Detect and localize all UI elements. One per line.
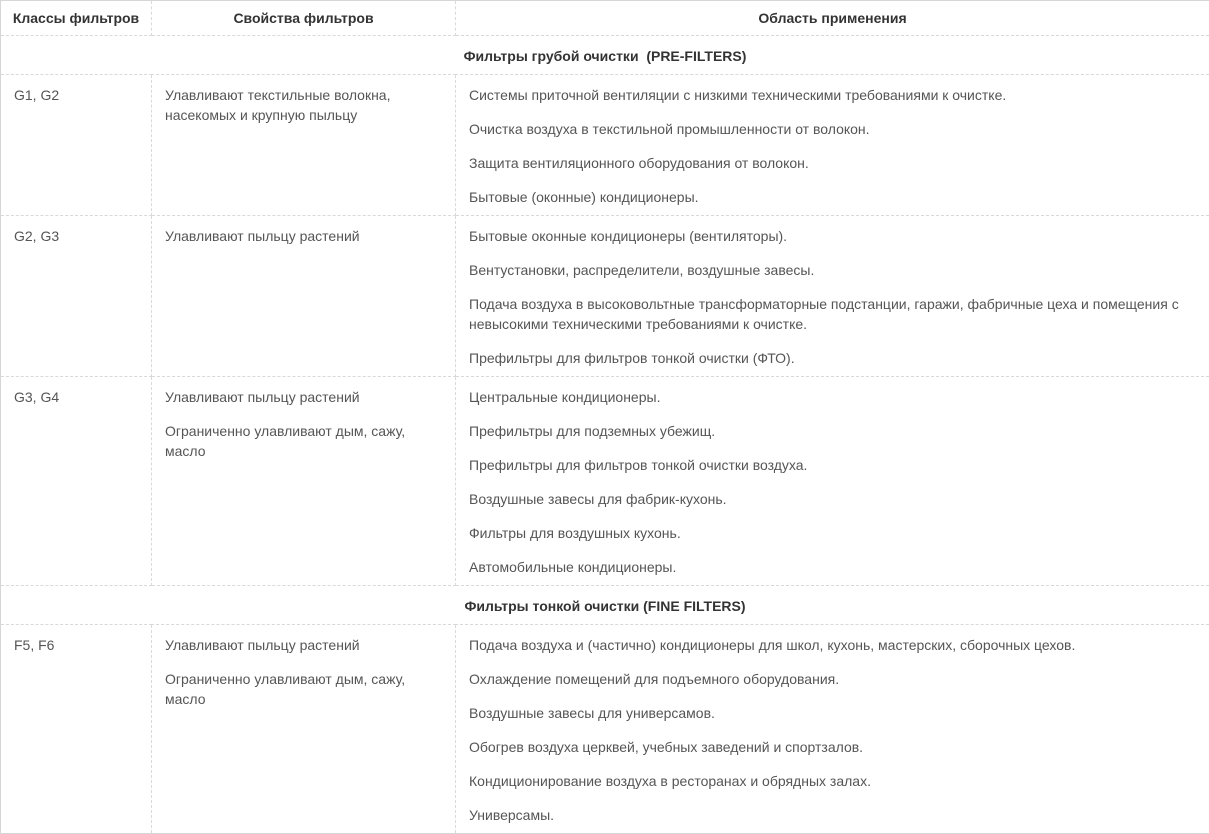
cell-filter-properties	[152, 75, 456, 216]
application-paragraph: Системы приточной вентиляции с низкими техническими требованиями к очистке.	[469, 85, 1196, 105]
cell-filter-properties	[152, 625, 456, 834]
property-paragraph: Улавливают пыльцу растений	[165, 387, 442, 407]
property-paragraph: Ограниченно улавливают дым, сажу, масло	[165, 669, 442, 709]
cell-application-area	[456, 625, 1209, 834]
application-paragraph: Кондиционирование воздуха в ресторанах и обрядных залах.	[469, 771, 1196, 791]
application-paragraph: Универсамы.	[469, 805, 1196, 825]
application-paragraph: Охлаждение помещений для подъемного оборудования.	[469, 669, 1196, 689]
column-header-filter-classes: Классы фильтров	[1, 1, 152, 36]
application-paragraph: Фильтры для воздушных кухонь.	[469, 523, 1196, 543]
table-row-f5-f6	[1, 625, 1209, 834]
application-paragraph: Обогрев воздуха церквей, учебных заведений и спортзалов.	[469, 737, 1196, 757]
application-paragraph: Подача воздуха в высоковольтные трансформаторные подстанции, гаражи, фабричные цеха и помещения с невысокими техническими требованиями к очистке.	[469, 294, 1196, 334]
application-paragraph: Вентустановки, распределители, воздушные завесы.	[469, 260, 1196, 280]
application-paragraph: Префильтры для фильтров тонкой очистки воздуха.	[469, 455, 1196, 475]
application-paragraph: Бытовые оконные кондиционеры (вентиляторы).	[469, 226, 1196, 246]
cell-filter-classes: G1, G2	[1, 75, 152, 216]
cell-application-area	[456, 216, 1209, 377]
section-row-pre-filters	[1, 36, 1209, 75]
application-paragraph: Префильтры для подземных убежищ.	[469, 421, 1196, 441]
section-title-fine-filters: Фильтры тонкой очистки (FINE FILTERS)	[1, 586, 1209, 625]
application-paragraph: Автомобильные кондиционеры.	[469, 557, 1196, 577]
cell-filter-classes: F5, F6	[1, 625, 152, 834]
cell-filter-classes: G3, G4	[1, 377, 152, 586]
column-header-filter-properties: Свойства фильтров	[152, 1, 456, 36]
application-paragraph: Воздушные завесы для фабрик-кухонь.	[469, 489, 1196, 509]
application-paragraph: Защита вентиляционного оборудования от волокон.	[469, 153, 1196, 173]
property-paragraph: Ограниченно улавливают дым, сажу, масло	[165, 421, 442, 461]
application-paragraph: Бытовые (оконные) кондиционеры.	[469, 187, 1196, 207]
table-row-g2-g3	[1, 216, 1209, 377]
application-paragraph: Очистка воздуха в текстильной промышленности от волокон.	[469, 119, 1196, 139]
property-paragraph: Улавливают пыльцу растений	[165, 226, 442, 246]
cell-filter-properties	[152, 377, 456, 586]
application-paragraph: Подача воздуха и (частично) кондиционеры для школ, кухонь, мастерских, сборочных цехов.	[469, 635, 1196, 655]
application-paragraph: Центральные кондиционеры.	[469, 387, 1196, 407]
header-row	[1, 1, 1209, 36]
cell-filter-classes: G2, G3	[1, 216, 152, 377]
application-paragraph: Префильтры для фильтров тонкой очистки (ФТО).	[469, 348, 1196, 368]
application-paragraph: Воздушные завесы для универсамов.	[469, 703, 1196, 723]
property-paragraph: Улавливают текстильные волокна, насекомых и крупную пыльцу	[165, 85, 442, 125]
section-row-fine-filters	[1, 586, 1209, 625]
column-header-application-area: Область применения	[456, 1, 1209, 36]
section-title-pre-filters: Фильтры грубой очистки (PRE-FILTERS)	[1, 36, 1209, 75]
table-row-g3-g4	[1, 377, 1209, 586]
cell-application-area	[456, 377, 1209, 586]
table-row-g1-g2	[1, 75, 1209, 216]
property-paragraph: Улавливают пыльцу растений	[165, 635, 442, 655]
cell-filter-properties	[152, 216, 456, 377]
cell-application-area	[456, 75, 1209, 216]
